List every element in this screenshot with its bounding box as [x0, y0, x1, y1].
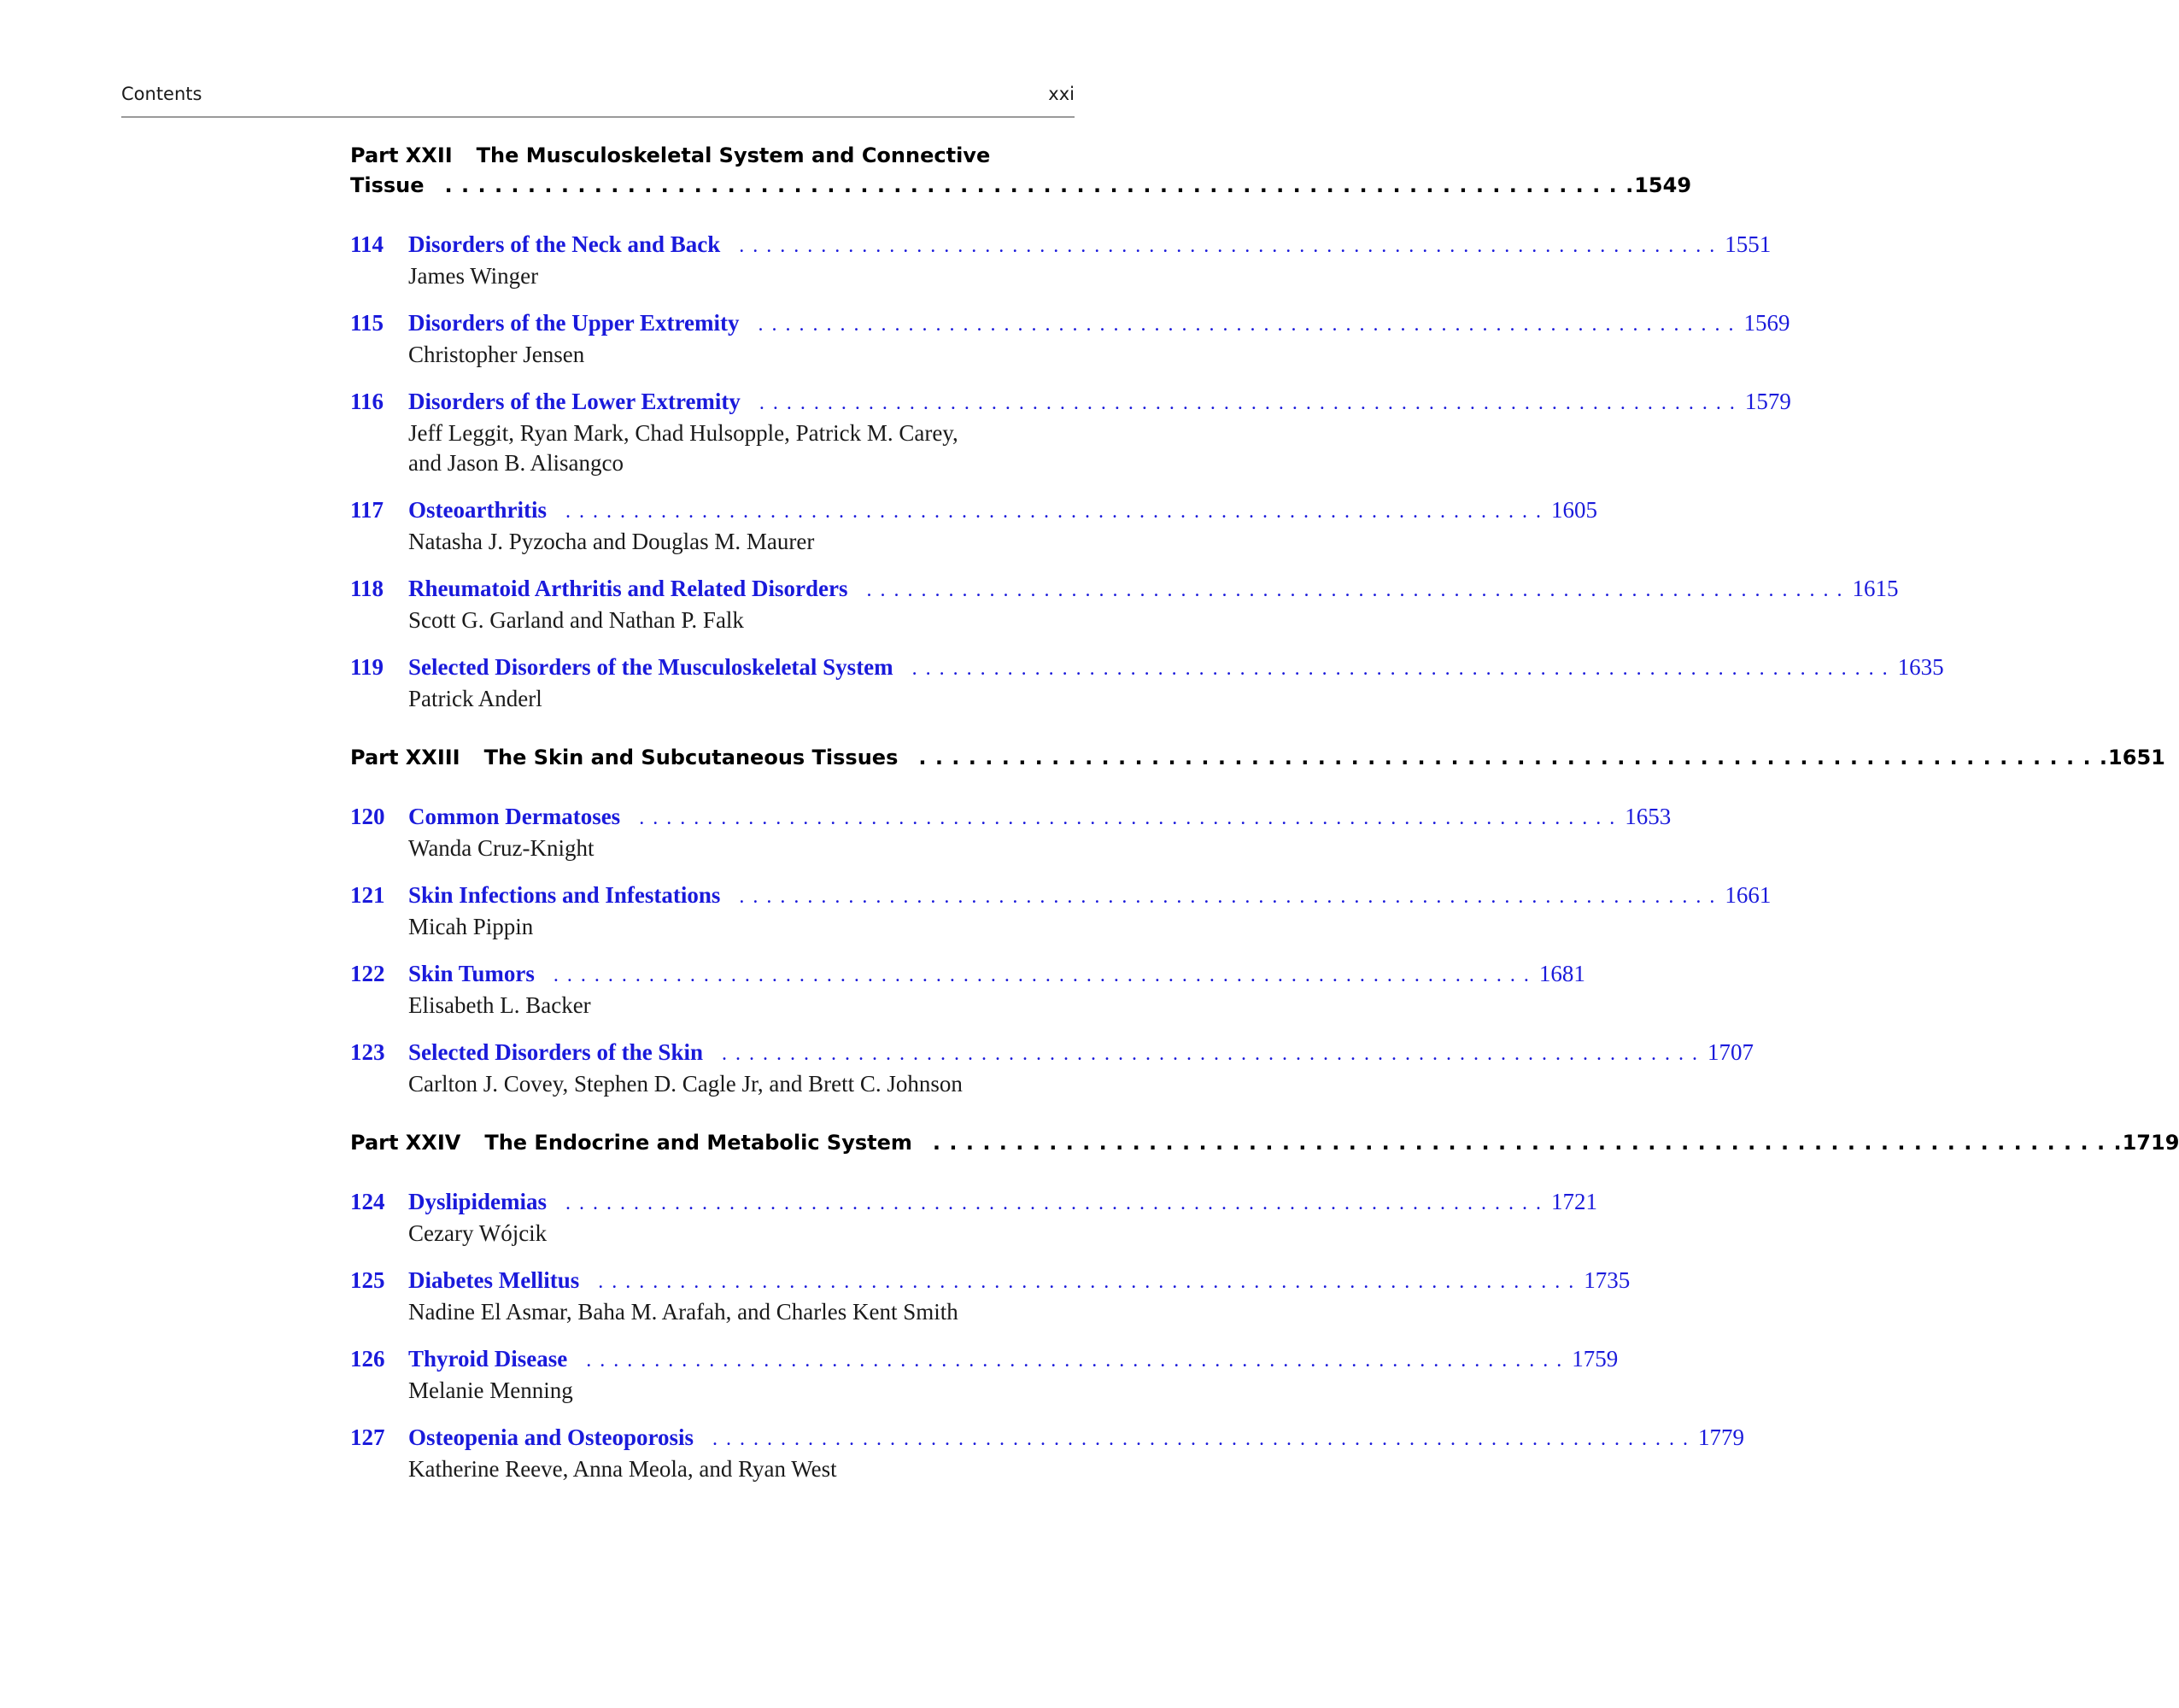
chapter-authors: Natasha J. Pyzocha and Douglas M. Maurer	[408, 529, 815, 554]
leader-dots: . . . . . . . . . . . . . . . . . . . . . . . . . . . . . . . . . . . . . . . . . . . . . . . . . . . . . . . . . . . . . . . . . . . . . . . .	[444, 173, 1635, 197]
part-title: The Endocrine and Metabolic System	[484, 1131, 912, 1155]
chapter-authors: Patrick Anderl	[408, 686, 542, 711]
chapter-authors: Micah Pippin	[408, 914, 534, 939]
chapter-page[interactable]: 1759	[1572, 1346, 1619, 1372]
chapter-title-link[interactable]: Skin Tumors	[408, 961, 535, 986]
part-label: Part XXII	[350, 143, 453, 167]
chapter-120[interactable]	[350, 802, 1672, 863]
chapter-page[interactable]: 1579	[1744, 389, 1791, 414]
chapter-page[interactable]: 1615	[1852, 576, 1899, 601]
leader-dots: . . . . . . . . . . . . . . . . . . . . . . . . . . . . . . . . . . . . . . . . . . . . . . . . . . . . . . . . . . . . . . . . . . . . . . . .	[565, 1192, 1543, 1214]
chapter-number: 120	[350, 804, 385, 829]
chapter-number: 127	[350, 1424, 385, 1450]
part-label: Part XXIV	[350, 1131, 461, 1155]
part-title-continued: Tissue	[350, 173, 425, 197]
chapter-title-link[interactable]: Osteoarthritis	[408, 497, 547, 523]
chapter-authors: Carlton J. Covey, Stephen D. Cagle Jr, and Brett C. Johnson	[408, 1071, 963, 1097]
chapter-125[interactable]	[350, 1266, 1631, 1327]
chapter-118[interactable]	[350, 574, 1899, 635]
leader-dots: . . . . . . . . . . . . . . . . . . . . . . . . . . . . . . . . . . . . . . . . . . . . . . . . . . . . . . . . . . . . . . . . . . . . . . . .	[911, 658, 1889, 680]
chapter-number: 115	[350, 310, 384, 336]
part-page: 1549	[1634, 173, 1692, 197]
part-page: 1651	[2108, 746, 2165, 769]
chapter-116[interactable]	[350, 387, 1791, 478]
chapter-number: 125	[350, 1267, 385, 1293]
chapter-number: 126	[350, 1346, 385, 1372]
leader-dots: . . . . . . . . . . . . . . . . . . . . . . . . . . . . . . . . . . . . . . . . . . . . . . . . . . . . . . . . . . . . . . . . . . . . . . . .	[721, 1043, 1699, 1065]
chapter-114[interactable]	[350, 230, 1772, 291]
leader-dots: . . . . . . . . . . . . . . . . . . . . . . . . . . . . . . . . . . . . . . . . . . . . . . . . . . . . . . . . . . . . . . . . . . . . . . . .	[712, 1428, 1690, 1450]
chapter-page[interactable]: 1605	[1550, 497, 1597, 523]
chapter-authors: Katherine Reeve, Anna Meola, and Ryan West	[408, 1456, 837, 1482]
chapter-number: 117	[350, 497, 384, 523]
chapter-title-link[interactable]: Rheumatoid Arthritis and Related Disorders	[408, 576, 848, 601]
chapter-authors: Cezary Wójcik	[408, 1220, 548, 1246]
leader-dots: . . . . . . . . . . . . . . . . . . . . . . . . . . . . . . . . . . . . . . . . . . . . . . . . . . . . . . . . . . . . . . . . . . . . . . . .	[565, 500, 1543, 523]
leader-dots: . . . . . . . . . . . . . . . . . . . . . . . . . . . . . . . . . . . . . . . . . . . . . . . . . . . . . . . . . . . . . . . . . . . . . . . .	[866, 579, 1844, 601]
chapter-127[interactable]	[350, 1423, 1745, 1484]
chapter-authors: Nadine El Asmar, Baha M. Arafah, and Charles Kent Smith	[408, 1299, 958, 1325]
header-page-number: xxi	[1048, 84, 1075, 104]
chapter-117[interactable]	[350, 495, 1597, 557]
chapter-title-link[interactable]: Thyroid Disease	[408, 1346, 568, 1372]
part-xxiv-entry[interactable]	[350, 1128, 2179, 1158]
chapter-title-link[interactable]: Common Dermatoses	[408, 804, 621, 829]
chapter-page[interactable]: 1569	[1743, 310, 1790, 336]
chapter-124[interactable]	[350, 1187, 1598, 1249]
chapter-122[interactable]	[350, 959, 1585, 1021]
chapter-title-link[interactable]: Skin Infections and Infestations	[408, 882, 721, 908]
leader-dots: . . . . . . . . . . . . . . . . . . . . . . . . . . . . . . . . . . . . . . . . . . . . . . . . . . . . . . . . . . . . . . . . . . . . . . . .	[759, 392, 1737, 414]
chapter-authors: Wanda Cruz-Knight	[408, 835, 595, 861]
chapter-page[interactable]: 1735	[1584, 1267, 1631, 1293]
header-section-title: Contents	[121, 84, 202, 104]
chapter-123[interactable]	[350, 1038, 1754, 1099]
chapter-authors: Jeff Leggit, Ryan Mark, Chad Hulsopple, Patrick M. Carey,	[408, 420, 958, 446]
leader-dots: . . . . . . . . . . . . . . . . . . . . . . . . . . . . . . . . . . . . . . . . . . . . . . . . . . . . . . . . . . . . . . . . . . . . . . . .	[598, 1271, 1576, 1293]
chapter-authors: James Winger	[408, 263, 539, 289]
part-xxii-entry[interactable]	[350, 141, 1692, 201]
chapter-page[interactable]: 1551	[1725, 231, 1772, 257]
chapter-title-link[interactable]: Disorders of the Upper Extremity	[408, 310, 740, 336]
chapter-number: 114	[350, 231, 384, 257]
chapter-number: 121	[350, 882, 385, 908]
leader-dots: . . . . . . . . . . . . . . . . . . . . . . . . . . . . . . . . . . . . . . . . . . . . . . . . . . . . . . . . . . . . . . . . . . . . . . . .	[739, 235, 1717, 257]
chapter-121[interactable]	[350, 880, 1772, 942]
leader-dots: . . . . . . . . . . . . . . . . . . . . . . . . . . . . . . . . . . . . . . . . . . . . . . . . . . . . . . . . . . . . . . . . . . . . . . . .	[918, 746, 2109, 769]
running-header	[121, 82, 1075, 118]
chapter-page[interactable]: 1635	[1897, 654, 1944, 680]
chapter-number: 122	[350, 961, 385, 986]
leader-dots: . . . . . . . . . . . . . . . . . . . . . . . . . . . . . . . . . . . . . . . . . . . . . . . . . . . . . . . . . . . . . . . . . . . . . . . .	[739, 886, 1717, 908]
chapter-page[interactable]: 1721	[1551, 1189, 1598, 1214]
leader-dots: . . . . . . . . . . . . . . . . . . . . . . . . . . . . . . . . . . . . . . . . . . . . . . . . . . . . . . . . . . . . . . . . . . . . . . . .	[553, 964, 1531, 986]
chapter-title-link[interactable]: Osteopenia and Osteoporosis	[408, 1424, 694, 1450]
chapter-page[interactable]: 1707	[1707, 1039, 1754, 1065]
chapter-title-link[interactable]: Disorders of the Lower Extremity	[408, 389, 741, 414]
chapter-number: 116	[350, 389, 384, 414]
part-page: 1719	[2122, 1131, 2179, 1155]
chapter-number: 118	[350, 576, 384, 601]
leader-dots: . . . . . . . . . . . . . . . . . . . . . . . . . . . . . . . . . . . . . . . . . . . . . . . . . . . . . . . . . . . . . . . . . . . . . . . .	[932, 1131, 2123, 1155]
leader-dots: . . . . . . . . . . . . . . . . . . . . . . . . . . . . . . . . . . . . . . . . . . . . . . . . . . . . . . . . . . . . . . . . . . . . . . . .	[639, 807, 1617, 829]
chapter-title-link[interactable]: Disorders of the Neck and Back	[408, 231, 721, 257]
chapter-115[interactable]	[350, 308, 1790, 370]
leader-dots: . . . . . . . . . . . . . . . . . . . . . . . . . . . . . . . . . . . . . . . . . . . . . . . . . . . . . . . . . . . . . . . . . . . . . . . .	[758, 313, 1736, 336]
chapter-title-link[interactable]: Diabetes Mellitus	[408, 1267, 580, 1293]
table-of-contents	[350, 141, 2179, 1484]
leader-dots: . . . . . . . . . . . . . . . . . . . . . . . . . . . . . . . . . . . . . . . . . . . . . . . . . . . . . . . . . . . . . . . . . . . . . . . .	[586, 1349, 1564, 1372]
chapter-authors: Elisabeth L. Backer	[408, 992, 591, 1018]
chapter-authors: Christopher Jensen	[408, 342, 585, 367]
chapter-119[interactable]	[350, 652, 1944, 714]
part-label: Part XXIII	[350, 746, 460, 769]
chapter-page[interactable]: 1779	[1698, 1424, 1745, 1450]
chapter-126[interactable]	[350, 1344, 1619, 1406]
chapter-title-link[interactable]: Selected Disorders of the Skin	[408, 1039, 703, 1065]
chapter-number: 124	[350, 1189, 385, 1214]
part-title: The Skin and Subcutaneous Tissues	[483, 746, 899, 769]
chapter-page[interactable]: 1653	[1625, 804, 1672, 829]
part-xxiii-entry[interactable]	[350, 743, 2165, 773]
part-title: The Musculoskeletal System and Connective	[476, 143, 991, 167]
chapter-title-link[interactable]: Selected Disorders of the Musculoskeletal System	[408, 654, 893, 680]
chapter-title-link[interactable]: Dyslipidemias	[408, 1189, 548, 1214]
chapter-authors: Scott G. Garland and Nathan P. Falk	[408, 607, 744, 633]
chapter-number: 119	[350, 654, 384, 680]
chapter-page[interactable]: 1681	[1538, 961, 1585, 986]
chapter-page[interactable]: 1661	[1725, 882, 1772, 908]
chapter-number: 123	[350, 1039, 385, 1065]
chapter-authors: Melanie Menning	[408, 1378, 573, 1403]
chapter-authors-continued: and Jason B. Alisangco	[408, 450, 624, 476]
